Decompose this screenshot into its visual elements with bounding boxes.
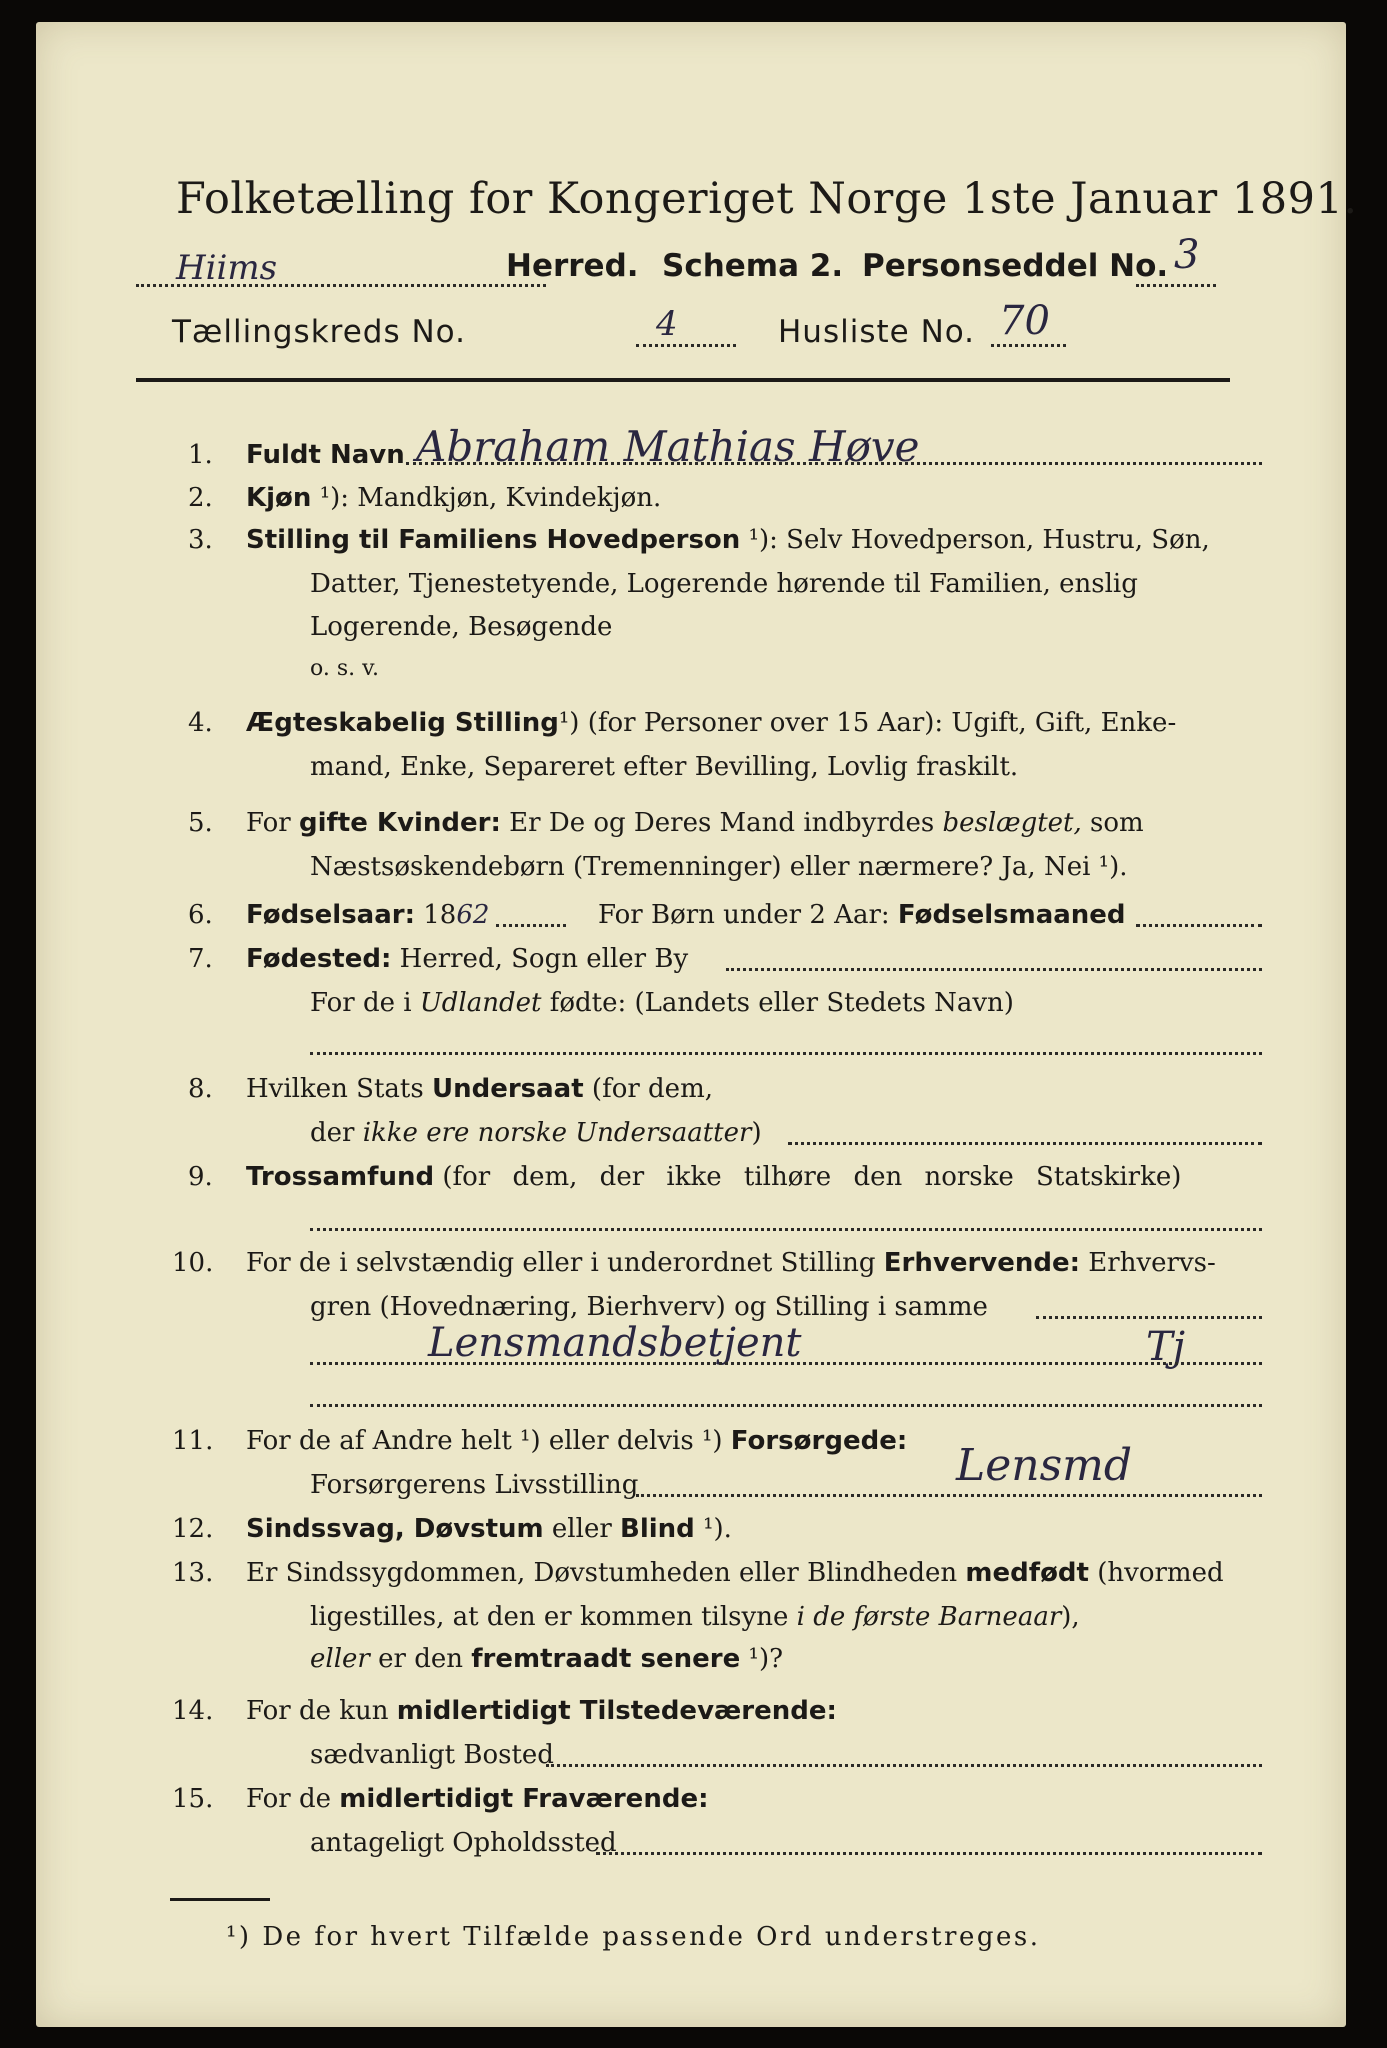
q10-answer: Lensmandsbetjent bbox=[428, 1320, 802, 1366]
q10-line2: gren (Hovednæring, Bierhverv) og Stilling i samme bbox=[310, 1292, 988, 1322]
q7-number: 7. bbox=[188, 944, 213, 974]
q13-post: (hvormed bbox=[1097, 1558, 1224, 1588]
q6-row2 bbox=[598, 900, 1126, 930]
husliste-number: 70 bbox=[999, 298, 1050, 344]
q3-line1: Selv Hovedperson, Hustru, Søn, bbox=[786, 525, 1210, 555]
q13-line2b: i de første Barneaar bbox=[796, 1602, 1062, 1632]
herred-dotline bbox=[136, 284, 546, 287]
header-rule bbox=[136, 378, 1230, 382]
q14-pre: For de kun bbox=[246, 1696, 389, 1726]
q13-row1 bbox=[246, 1558, 1224, 1588]
q9-label: Trossamfund bbox=[246, 1162, 435, 1192]
q4-line2: mand, Enke, Separeret efter Bevilling, Lovlig fraskilt. bbox=[310, 752, 1019, 782]
q5-line1b: beslægtet, bbox=[942, 808, 1082, 838]
husliste-label: Husliste No. bbox=[778, 314, 976, 350]
q8-number: 8. bbox=[188, 1074, 213, 1104]
q9-row bbox=[246, 1162, 1181, 1192]
q5-number: 5. bbox=[188, 808, 213, 838]
q12-label2: Blind bbox=[620, 1514, 695, 1544]
herred-label: Herred. bbox=[506, 248, 639, 284]
q7-line2b: Udlandet bbox=[419, 988, 542, 1018]
q13-number: 13. bbox=[172, 1558, 214, 1588]
q5-line2: Næstsøskendebørn (Tremenninger) eller nærmere? Ja, Nei ¹). bbox=[310, 852, 1128, 882]
q6-answer: 62 bbox=[456, 900, 490, 930]
q12-fn: ¹). bbox=[703, 1514, 732, 1544]
q5-label: gifte Kvinder: bbox=[298, 808, 501, 838]
q8-line2a: der bbox=[310, 1118, 355, 1148]
q11-number: 11. bbox=[172, 1426, 214, 1456]
q7-text: Herred, Sogn eller By bbox=[399, 944, 689, 974]
q10-row1 bbox=[246, 1248, 1216, 1278]
q10-dotline1 bbox=[1036, 1316, 1262, 1319]
q6-year-dotline bbox=[496, 924, 566, 927]
kreds-dotline bbox=[636, 344, 736, 347]
q10-answer2: Tj bbox=[1146, 1324, 1186, 1370]
q14-line2: sædvanligt Bosted bbox=[310, 1740, 554, 1770]
q14-label: midlertidigt Tilstedeværende: bbox=[396, 1696, 837, 1726]
q6-month-dotline bbox=[1136, 924, 1262, 927]
q7-dotline bbox=[726, 968, 1262, 971]
q11-pre: For de af Andre helt ¹) eller delvis ¹) bbox=[246, 1426, 723, 1456]
q8-row2 bbox=[310, 1118, 762, 1148]
q4-label: Ægteskabelig Stilling bbox=[246, 708, 559, 738]
q15-row1 bbox=[246, 1784, 708, 1814]
q5-line1c: som bbox=[1090, 808, 1144, 838]
form-title: Folketælling for Kongeriget Norge 1ste Januar 1891. bbox=[176, 174, 1358, 224]
q13-line3c: fremtraadt senere bbox=[471, 1644, 741, 1674]
q5-pre: For bbox=[246, 808, 291, 838]
q3-line2: Datter, Tjenestetyende, Logerende hørende til Familien, enslig bbox=[310, 569, 1138, 599]
q7-label: Fødested: bbox=[246, 944, 392, 974]
q14-dotline bbox=[546, 1764, 1262, 1767]
q3-number: 3. bbox=[188, 525, 213, 555]
personseddel-dotline bbox=[1136, 284, 1216, 287]
q3-label: Stilling til Familiens Hovedperson bbox=[246, 525, 741, 555]
q10-post: Erhvervs- bbox=[1088, 1248, 1216, 1278]
q1-label: Fuldt Navn bbox=[246, 440, 405, 470]
schema-label: Schema 2. bbox=[662, 248, 844, 284]
q5-row1 bbox=[246, 808, 1144, 838]
q13-row2: ligestilles, at den er kommen tilsyne i de første Barneaar), bbox=[310, 1602, 1080, 1632]
q2-label: Kjøn bbox=[246, 483, 312, 513]
q12-mid: eller bbox=[551, 1514, 612, 1544]
q10-dotline3 bbox=[310, 1404, 1262, 1407]
footnote-rule bbox=[170, 1898, 270, 1901]
personseddel-label: Personseddel No. bbox=[862, 248, 1169, 284]
q8-line2c: ) bbox=[751, 1118, 762, 1148]
q5-line1a: Er De og Deres Mand indbyrdes bbox=[509, 808, 935, 838]
q15-pre: For de bbox=[246, 1784, 331, 1814]
q1-number: 1. bbox=[188, 440, 213, 470]
q6-label2: Fødselsmaaned bbox=[897, 900, 1126, 930]
q3-line3: Logerende, Besøgende bbox=[310, 612, 613, 642]
q8-post: (for dem, bbox=[591, 1074, 713, 1104]
q15-line2: antageligt Opholdssted bbox=[310, 1828, 617, 1858]
kreds-number: 4 bbox=[656, 304, 678, 344]
q10-label: Erhvervende: bbox=[883, 1248, 1081, 1278]
q7-line2c: fødte: (Landets eller Stedets Navn) bbox=[549, 988, 1014, 1018]
q13-pre: Er Sindssygdommen, Døvstumheden eller Blindheden bbox=[246, 1558, 958, 1588]
q6-row bbox=[246, 900, 489, 930]
q12-number: 12. bbox=[172, 1514, 214, 1544]
q7-row1 bbox=[246, 944, 688, 974]
q13-line3d: ¹)? bbox=[748, 1644, 784, 1674]
census-form bbox=[36, 22, 1358, 2027]
kreds-label: Tællingskreds No. bbox=[172, 314, 466, 350]
q11-answer: Lensmd bbox=[956, 1440, 1133, 1491]
q13-line3a: eller bbox=[310, 1644, 370, 1674]
q9-text: (for dem, der ikke tilhøre den norske Statskirke) bbox=[442, 1162, 1182, 1192]
q2-number: 2. bbox=[188, 483, 213, 513]
q1-answer: Abraham Mathias Høve bbox=[416, 422, 920, 471]
q6-label: Fødselsaar: bbox=[246, 900, 415, 930]
q13-line3b: er den bbox=[378, 1644, 463, 1674]
q2-text: Mandkjøn, Kvindekjøn. bbox=[357, 483, 662, 513]
q2-row bbox=[246, 483, 661, 513]
husliste-dotline bbox=[991, 344, 1066, 347]
q4-row1 bbox=[246, 708, 1176, 738]
q8-pre: Hvilken Stats bbox=[246, 1074, 424, 1104]
q15-label: midlertidigt Fraværende: bbox=[339, 1784, 709, 1814]
q9-number: 9. bbox=[188, 1162, 213, 1192]
q8-row1 bbox=[246, 1074, 713, 1104]
q4-number: 4. bbox=[188, 708, 213, 738]
q11-dotline bbox=[636, 1494, 1262, 1497]
q6-number: 6. bbox=[188, 900, 213, 930]
q9-dotline bbox=[310, 1228, 1262, 1231]
footnote: ¹) De for hvert Tilfælde passende Ord understreges. bbox=[226, 1922, 1041, 1952]
q12-row bbox=[246, 1514, 732, 1544]
q13-line2a: ligestilles, at den er kommen tilsyne bbox=[310, 1602, 789, 1632]
q6-prefix: 18 bbox=[423, 900, 457, 930]
q10-pre: For de i selvstændig eller i underordnet Stilling bbox=[246, 1248, 876, 1278]
q11-line2: Forsørgerens Livsstilling bbox=[310, 1470, 639, 1500]
personseddel-number: 3 bbox=[1174, 232, 1200, 278]
q15-number: 15. bbox=[172, 1784, 214, 1814]
q2-fn: ¹): bbox=[319, 483, 350, 513]
q10-number: 10. bbox=[172, 1248, 214, 1278]
q7-line2a: For de i bbox=[310, 988, 412, 1018]
q14-number: 14. bbox=[172, 1696, 214, 1726]
q4-fn: ¹) bbox=[558, 708, 580, 738]
q7-dotline2 bbox=[310, 1052, 1262, 1055]
q1-dotline bbox=[406, 462, 1262, 465]
q8-label: Undersaat bbox=[431, 1074, 584, 1104]
q8-line2b: ikke ere norske Undersaatter bbox=[362, 1118, 752, 1148]
q3-fn: ¹): bbox=[748, 525, 778, 555]
q14-row1 bbox=[246, 1696, 837, 1726]
q10-dotline2 bbox=[310, 1362, 1262, 1365]
q7-row2 bbox=[310, 988, 1014, 1018]
q6-mid: For Børn under 2 Aar: bbox=[598, 900, 890, 930]
q3-line4: o. s. v. bbox=[310, 656, 379, 681]
q11-row1 bbox=[246, 1426, 907, 1456]
q13-row3 bbox=[310, 1644, 783, 1674]
q8-dotline bbox=[788, 1142, 1262, 1145]
q15-dotline bbox=[596, 1852, 1262, 1855]
q11-label: Forsørgede: bbox=[730, 1426, 908, 1456]
q13-label: medfødt bbox=[965, 1558, 1089, 1588]
q3-row1 bbox=[246, 525, 1210, 555]
q12-label: Sindssvag, Døvstum bbox=[246, 1514, 544, 1544]
q4-line1: (for Personer over 15 Aar): Ugift, Gift, Enke- bbox=[587, 708, 1177, 738]
herred-handwritten: Hiims bbox=[176, 248, 278, 288]
